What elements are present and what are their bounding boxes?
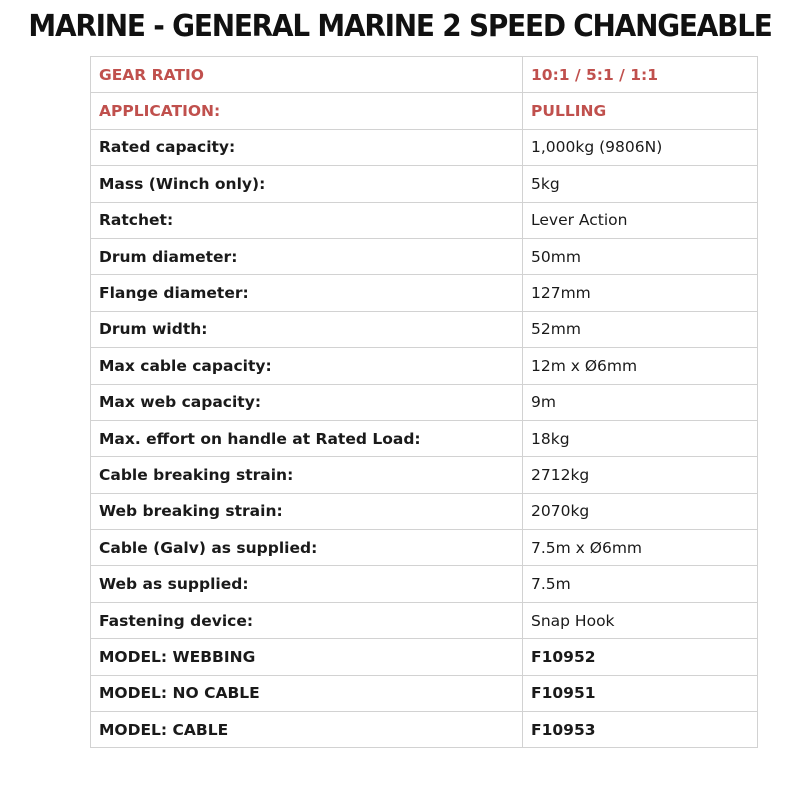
row-value: 5kg <box>523 166 758 202</box>
row-label: Web as supplied: <box>91 566 523 602</box>
row-label: Cable breaking strain: <box>91 457 523 493</box>
spec-table <box>90 56 758 748</box>
table-row-model-cable <box>91 712 758 748</box>
row-value: 2712kg <box>523 457 758 493</box>
row-label: Flange diameter: <box>91 275 523 311</box>
page-title: MARINE - GENERAL MARINE 2 SPEED CHANGEABLE <box>28 9 772 44</box>
row-value: 2070kg <box>523 493 758 529</box>
row-label: MODEL: WEBBING <box>91 639 523 675</box>
row-value: 9m <box>523 384 758 420</box>
table-row-model-no-cable <box>91 675 758 711</box>
row-value: 12m x Ø6mm <box>523 348 758 384</box>
row-value: 10:1 / 5:1 / 1:1 <box>523 57 758 93</box>
row-label: MODEL: CABLE <box>91 712 523 748</box>
row-label: APPLICATION: <box>91 93 523 129</box>
row-value: 1,000kg (9806N) <box>523 129 758 165</box>
row-label: Rated capacity: <box>91 129 523 165</box>
row-value: F10951 <box>523 675 758 711</box>
row-label: Drum width: <box>91 311 523 347</box>
table-row-drum-diameter <box>91 238 758 274</box>
table-row-cable-breaking-strain <box>91 457 758 493</box>
table-row-max-web-capacity <box>91 384 758 420</box>
row-value: F10952 <box>523 639 758 675</box>
table-row-model-webbing <box>91 639 758 675</box>
row-label: MODEL: NO CABLE <box>91 675 523 711</box>
row-value: 52mm <box>523 311 758 347</box>
row-value: 18kg <box>523 420 758 456</box>
table-row-fastening-device <box>91 602 758 638</box>
table-row-ratchet <box>91 202 758 238</box>
row-label: Cable (Galv) as supplied: <box>91 530 523 566</box>
row-label: Max cable capacity: <box>91 348 523 384</box>
row-label: Mass (Winch only): <box>91 166 523 202</box>
row-value: 50mm <box>523 238 758 274</box>
table-row-drum-width <box>91 311 758 347</box>
row-value: PULLING <box>523 93 758 129</box>
row-value: 127mm <box>523 275 758 311</box>
row-label: Fastening device: <box>91 602 523 638</box>
row-label: GEAR RATIO <box>91 57 523 93</box>
table-row-max-effort <box>91 420 758 456</box>
row-value: Lever Action <box>523 202 758 238</box>
row-label: Max. effort on handle at Rated Load: <box>91 420 523 456</box>
table-row-cable-supplied <box>91 530 758 566</box>
table-row-gear-ratio <box>91 57 758 93</box>
table-row-web-supplied <box>91 566 758 602</box>
table-row-rated-capacity <box>91 129 758 165</box>
row-label: Max web capacity: <box>91 384 523 420</box>
row-label: Web breaking strain: <box>91 493 523 529</box>
row-label: Drum diameter: <box>91 238 523 274</box>
table-row-web-breaking-strain <box>91 493 758 529</box>
row-label: Ratchet: <box>91 202 523 238</box>
row-value: 7.5m <box>523 566 758 602</box>
row-value: 7.5m x Ø6mm <box>523 530 758 566</box>
table-row-application <box>91 93 758 129</box>
table-row-mass <box>91 166 758 202</box>
table-row-flange-diameter <box>91 275 758 311</box>
table-row-max-cable-capacity <box>91 348 758 384</box>
row-value: Snap Hook <box>523 602 758 638</box>
row-value: F10953 <box>523 712 758 748</box>
